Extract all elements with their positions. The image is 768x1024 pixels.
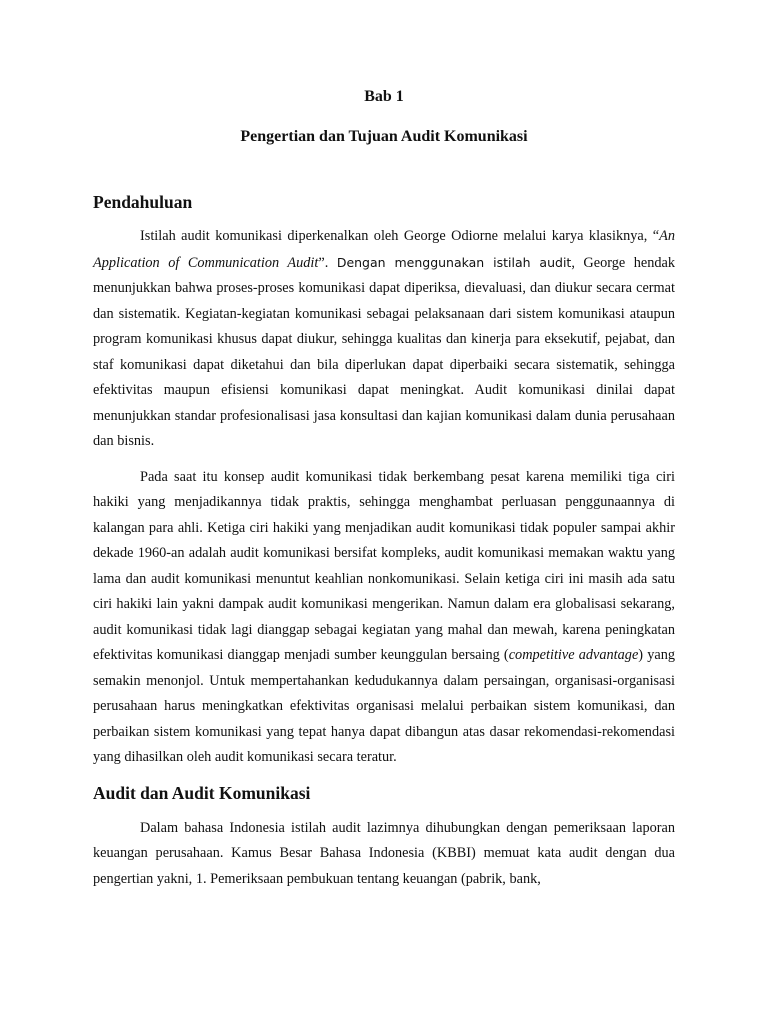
paragraph-text: Pada saat itu konsep audit komunikasi tidak berkembang pesat karena memiliki tiga ciri hakiki yang menjadikannya tidak praktis, sehingga menghambat perluasan penggunaannya di kalangan para ahli. Ketiga ciri hakiki yang menjadikan audit komunikasi tidak populer sampai akhir dekade 1960-an adalah audit komunikasi bersifat kompleks, audit komunikasi memakan waktu yang lama dan audit komunikasi menuntut keahlian nonkomunikasi. Selain ketiga ciri ini masih ada satu ciri hakiki lain yakni dampak audit komunikasi mengerikan. Namun dalam era globalisasi sekarang, audit komunikasi tidak lagi dianggap sebagai kegiatan yang mahal dan mewah, karena peningkatan efektivitas komunikasi dianggap menjadi sumber keunggulan bersaing (	[93, 468, 675, 663]
italic-book-title: An Application of Communication Audit	[93, 228, 675, 271]
paragraph-intro-2	[93, 465, 675, 771]
paragraph-text: , George hendak menunjukkan bahwa proses-proses komunikasi dapat diperiksa, dievaluasi, dan diukur secara cermat dan sistematik. Kegiatan-kegiatan komunikasi sebagai pelaksanaan dari sistem komunikasi ataupun program komunikasi khusus dapat diukur, sehingga kualitas dan kinerja para eksekutif, pejabat, dan staf komunikasi dapat diketahui dan bila diperlukan dapat diperbaiki secara sistematik, sehingga efektivitas maupun efisiensi komunikasi dapat meningkat. Audit komunikasi dinilai dapat menunjukkan standar profesionalisasi jasa konsultasi dan kajian komunikasi dalam dunia perusahaan dan bisnis.	[93, 254, 676, 449]
section-heading-audit: Audit dan Audit Komunikasi	[93, 782, 311, 803]
section-heading-pendahuluan: Pendahuluan	[93, 192, 193, 212]
document-page	[93, 86, 675, 892]
chapter-label: Bab 1	[364, 88, 404, 105]
paragraph-intro-1	[93, 224, 675, 455]
paragraph-text: ) yang semakin menonjol. Untuk mempertahankan kedudukannya dalam persaingan, organisasi-organisasi perusahaan harus meningkatkan efektivitas organisasi melalui perbaikan sistem komunikasi, dan perbaikan sistem komunikasi yang tepat hanya dapat dibangun atas dasar rekomendasi-rekomendasi yang dihasilkan oleh audit komunikasi secara teratur.	[93, 647, 675, 765]
chapter-title: Pengertian dan Tujuan Audit Komunikasi	[240, 128, 528, 145]
sans-text-run: Dengan menggunakan istilah audit	[336, 254, 572, 270]
closing-quote: ”.	[318, 254, 337, 271]
paragraph-audit-1: Dalam bahasa Indonesia istilah audit lazimnya dihubungkan dengan pemeriksaan laporan keuangan perusahaan. Kamus Besar Bahasa Indonesia (KBBI) memuat kata audit dengan dua pengertian yakni, 1. Pemeriksaan pembukuan tentang keuangan (pabrik, bank,	[93, 819, 675, 887]
italic-term: competitive advantage	[508, 647, 639, 663]
paragraph-text: Istilah audit komunikasi diperkenalkan oleh George Odiorne melalui karya klasiknya, “	[140, 228, 660, 244]
